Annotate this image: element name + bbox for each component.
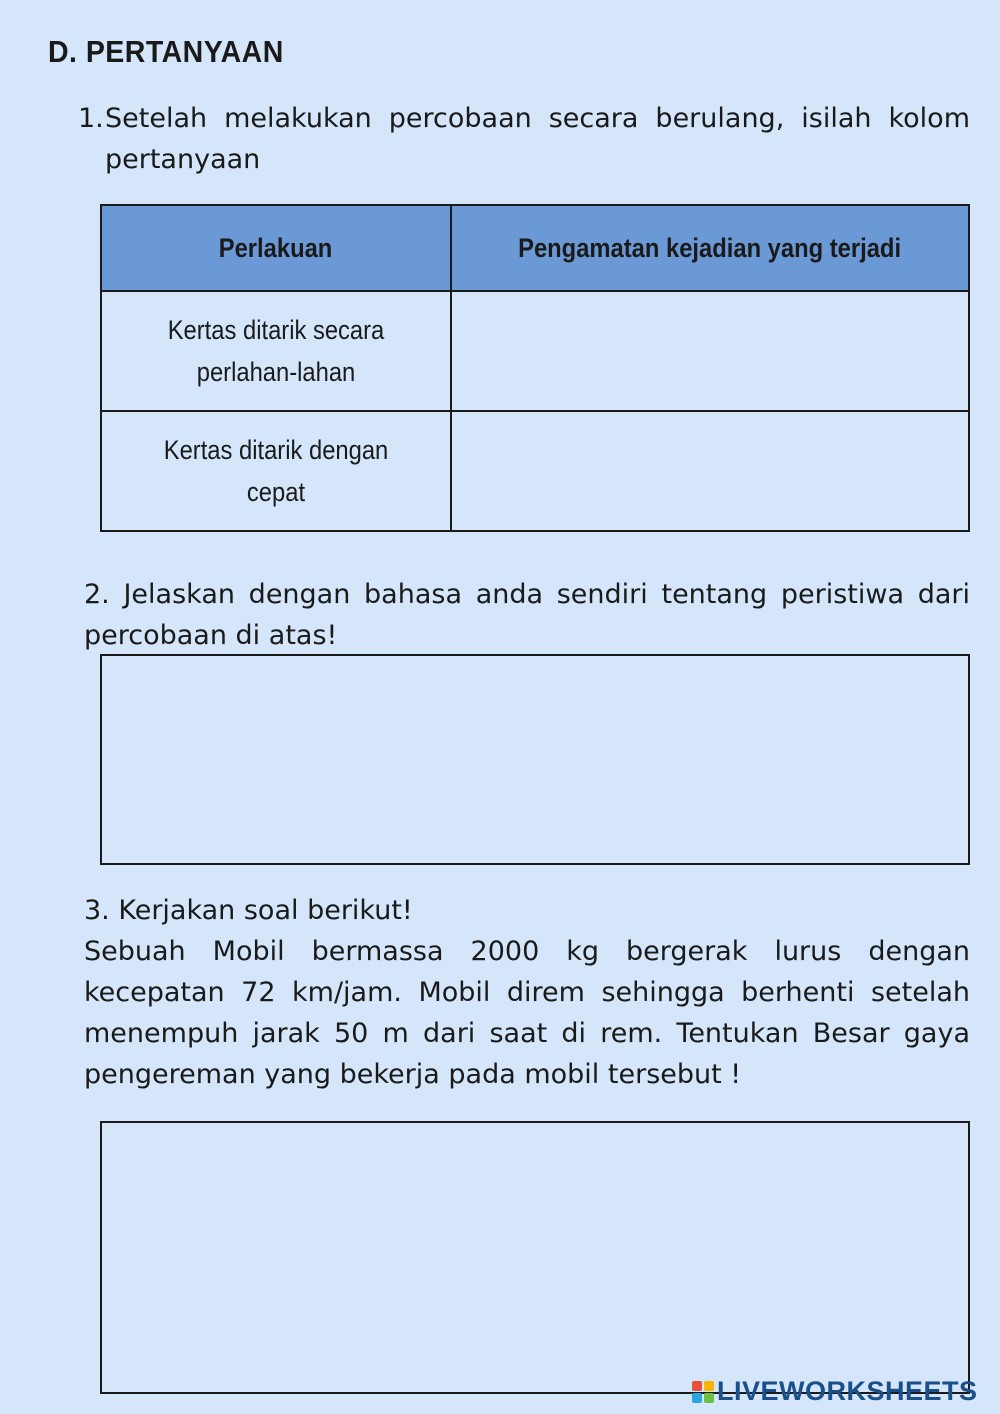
table-row xyxy=(101,291,969,411)
question-1 xyxy=(78,98,970,180)
liveworksheets-logo-text: LIVEWORKSHEETS xyxy=(717,1376,978,1406)
treatment-cell xyxy=(101,291,451,411)
liveworksheets-logo xyxy=(692,1376,978,1407)
table-header-row xyxy=(101,205,969,291)
observation-answer-cell[interactable] xyxy=(451,411,969,531)
question-1-text: Setelah melakukan percobaan secara berulang, isilah kolom pertanyaan xyxy=(105,103,970,175)
header-observation-label: Pengamatan kejadian yang terjadi xyxy=(518,232,902,263)
question-3-text: Sebuah Mobil bermassa 2000 kg bergerak lurus dengan kecepatan 72 km/jam. Mobil direm sehingga berhenti setelah menempuh jarak 50 m dari saat di rem. Tentukan Besar gaya pengereman yang bekerja pada mobil tersebut ! xyxy=(84,936,970,1090)
observation-table xyxy=(100,204,970,532)
logo-square-4 xyxy=(704,1393,714,1403)
answer-box-question-2[interactable] xyxy=(100,654,970,865)
header-treatment-label: Perlakuan xyxy=(219,232,333,263)
question-2-text: 2. Jelaskan dengan bahasa anda sendiri tentang peristiwa dari percobaan di atas! xyxy=(84,579,970,651)
header-treatment xyxy=(101,205,451,291)
question-3-title: 3. Kerjakan soal berikut! xyxy=(84,895,413,926)
treatment-text: Kertas ditarik dengan cepat xyxy=(163,435,389,507)
treatment-text: Kertas ditarik secara perlahan-lahan xyxy=(167,315,385,387)
observation-answer-cell[interactable] xyxy=(451,291,969,411)
answer-box-question-3[interactable] xyxy=(100,1121,970,1394)
table-row xyxy=(101,411,969,531)
section-heading: D. PERTANYAAN xyxy=(48,34,284,69)
question-1-number: 1. xyxy=(78,103,104,134)
logo-square-1 xyxy=(692,1381,702,1391)
header-observation xyxy=(451,205,969,291)
logo-square-3 xyxy=(692,1393,702,1403)
liveworksheets-logo-icon xyxy=(692,1381,714,1403)
logo-square-2 xyxy=(704,1381,714,1391)
treatment-cell xyxy=(101,411,451,531)
question-3 xyxy=(84,890,970,1095)
